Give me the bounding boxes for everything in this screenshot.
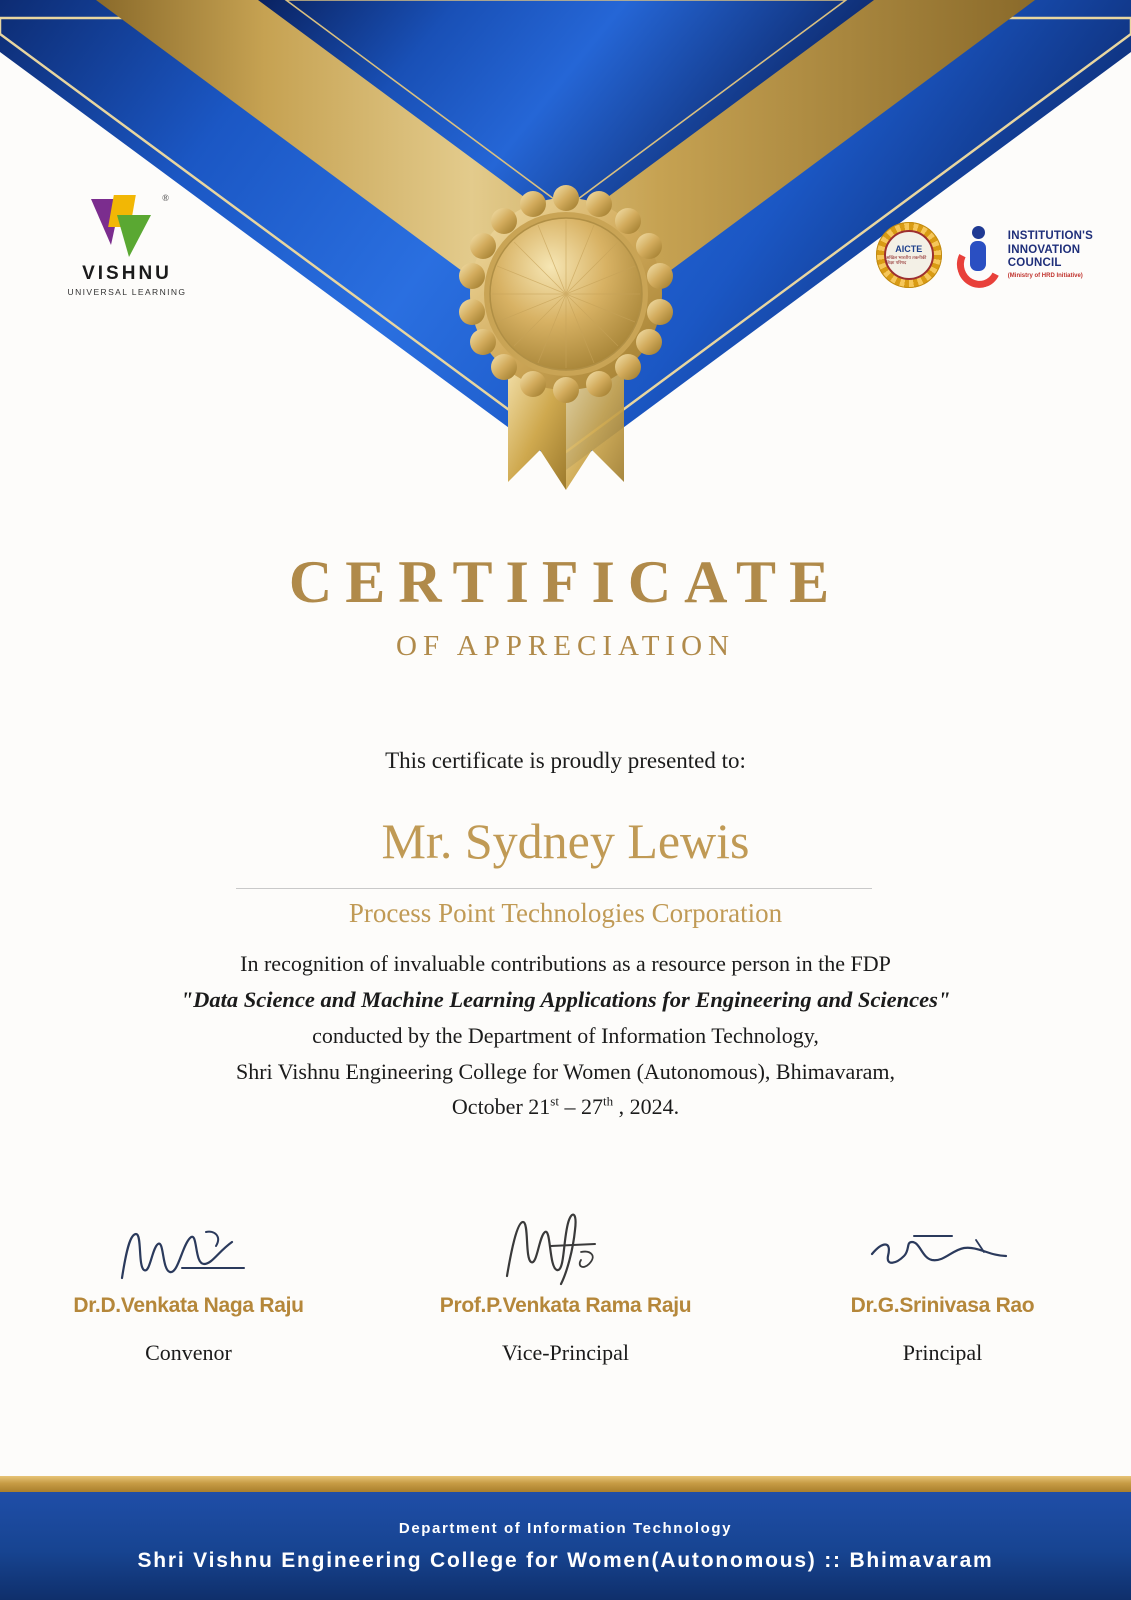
aicte-label: AICTE	[895, 244, 923, 254]
citation-block	[0, 946, 1131, 1125]
handwritten-signature-2	[471, 1206, 661, 1292]
iic-line2: INNOVATION	[1007, 243, 1081, 256]
gold-medal-rosette	[436, 182, 696, 512]
registered-mark: ®	[162, 193, 169, 203]
footer-college: Shri Vishnu Engineering College for Women(Autonomous) :: Bhimavaram	[137, 1548, 994, 1572]
iic-person-icon	[956, 224, 1002, 286]
fdp-topic: "Data Science and Machine Learning Applications for Engineering and Sciences"	[180, 986, 951, 1012]
signature-mark-icon	[377, 1200, 754, 1292]
signature-row	[0, 1200, 1131, 1366]
institution-line: Shri Vishnu Engineering College for Women (Autonomous), Bhimavaram,	[235, 1058, 896, 1084]
date-sup2: th	[602, 1093, 614, 1109]
date-prefix: October 21	[451, 1094, 551, 1120]
aicte-seal-icon	[876, 222, 942, 288]
date-mid: – 27	[558, 1094, 603, 1120]
signature-mark-icon	[0, 1200, 377, 1292]
signature-block-principal	[754, 1200, 1131, 1366]
footer-department: Department of Information Technology	[398, 1519, 733, 1537]
signature-block-vice-principal	[377, 1200, 754, 1366]
signatory-role: Principal	[902, 1340, 983, 1365]
signature-mark-icon	[754, 1200, 1131, 1292]
presented-to-label: This certificate is proudly presented to:	[385, 748, 746, 773]
certificate-title: CERTIFICATE	[288, 549, 843, 615]
iic-logo-text	[1008, 230, 1093, 280]
recipient-name: Mr. Sydney Lewis	[381, 813, 750, 869]
medal-graphic	[436, 182, 696, 512]
vishnu-mark-icon	[91, 193, 169, 257]
signatory-name: Dr.G.Srinivasa Rao	[850, 1294, 1035, 1317]
aicte-sublabel: अखिल भारतीय तकनीकी शिक्षा परिषद	[885, 255, 927, 265]
accreditation-logos	[876, 222, 1093, 288]
conducted-by-line: conducted by the Department of Information Technology,	[312, 1023, 819, 1049]
signatory-role: Convenor	[145, 1340, 232, 1365]
handwritten-signature-1	[94, 1212, 284, 1292]
vishnu-logo	[62, 195, 192, 297]
vishnu-logo-tagline: UNIVERSAL LEARNING	[67, 287, 187, 297]
date-sup1: st	[550, 1093, 559, 1109]
signatory-name: Prof.P.Venkata Rama Raju	[439, 1294, 692, 1317]
iic-line3: COUNCIL	[1007, 257, 1062, 270]
iic-line1: INSTITUTION'S	[1007, 230, 1093, 243]
signatory-name: Dr.D.Venkata Naga Raju	[73, 1294, 304, 1317]
certificate-subtitle: OF APPRECIATION	[396, 630, 735, 662]
footer-banner	[0, 1476, 1131, 1600]
signature-block-convenor	[0, 1200, 377, 1366]
iic-logo	[956, 224, 1093, 286]
footer-gold-bar	[0, 1476, 1131, 1492]
recipient-organization: Process Point Technologies Corporation	[348, 898, 783, 928]
date-suffix: , 2024.	[613, 1094, 680, 1120]
footer-blue-bar	[0, 1492, 1131, 1600]
signatory-role: Vice-Principal	[502, 1340, 629, 1365]
recognition-line: In recognition of invaluable contributions as a resource person in the FDP	[240, 951, 891, 976]
iic-sub: (Ministry of HRD Initiative)	[1007, 272, 1083, 279]
handwritten-signature-3	[848, 1212, 1038, 1292]
name-divider	[236, 888, 872, 889]
date-line	[0, 1089, 1131, 1125]
vishnu-logo-name: VISHNU	[82, 263, 172, 284]
